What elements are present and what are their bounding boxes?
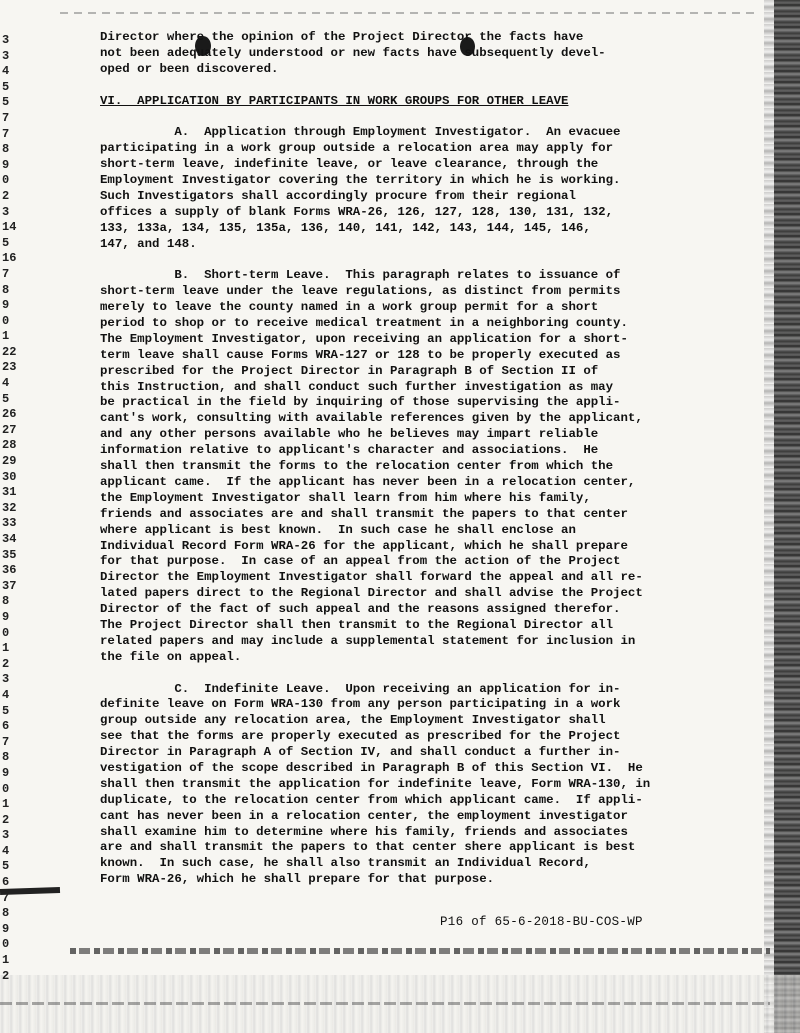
margin-number: 8 (2, 750, 10, 765)
margin-number: 33 (2, 516, 17, 531)
margin-number: 7 (2, 734, 10, 749)
margin-number: 2 (2, 968, 10, 983)
margin-number: 35 (2, 547, 17, 562)
margin-number: 0 (2, 173, 10, 188)
text-line: Director the Employment Investigator shall forward the appeal and all re- (100, 570, 643, 585)
text-line: Such Investigators shall accordingly procure from their regional (100, 188, 576, 203)
margin-number: 34 (2, 532, 17, 546)
text-line: applicant came. If the applicant has never been in a relocation center, (100, 474, 636, 489)
margin-number: 9 (2, 157, 10, 172)
text-line: A. Application through Employment Investigator. An evacuee (100, 125, 621, 140)
text-line: related papers and may include a supplemental statement for inclusion in (100, 633, 636, 648)
text-line: the Employment Investigator shall learn from him where his family, (100, 490, 591, 505)
document-body (100, 30, 700, 888)
scan-artifact-top (60, 12, 760, 14)
text-line: and any other persons available who he believes may impart reliable (100, 427, 599, 442)
paragraph-gap (100, 78, 700, 94)
text-line: short-term leave under the leave regulations, as distinct from permits (100, 284, 621, 299)
text-line: group outside any relocation area, the Employment Investigator shall (100, 713, 606, 728)
margin-number: 37 (2, 578, 17, 593)
margin-number: 8 (2, 142, 10, 157)
margin-number: 14 (2, 220, 17, 235)
paragraph-gap (100, 252, 700, 268)
text-line: the file on appeal. (100, 649, 242, 664)
text-line: duplicate, to the relocation center from which applicant came. If appli- (100, 792, 643, 807)
margin-number: 7 (2, 266, 10, 281)
margin-number: 9 (2, 765, 10, 780)
text-line: term leave shall cause Forms WRA-127 or 128 to be properly executed as (100, 347, 621, 362)
margin-number: 0 (2, 937, 10, 952)
text-line: where applicant is best known. In such case he shall enclose an (100, 522, 576, 537)
margin-number: 2 (2, 188, 10, 203)
margin-number: 32 (2, 500, 17, 515)
section-heading: VI. APPLICATION BY PARTICIPANTS IN WORK GROUPS FOR OTHER LEAVE (100, 93, 569, 108)
margin-number: 1 (2, 641, 10, 656)
text-line: shall examine him to determine where his family, friends and associates (100, 824, 628, 839)
margin-number: 5 (2, 703, 10, 718)
margin-number: 3 (2, 672, 10, 687)
text-line: be practical in the field by inquiring of those supervising the appli- (100, 395, 621, 410)
scan-artifact-line-lower (0, 1002, 770, 1005)
margin-number: 29 (2, 454, 17, 469)
margin-number: 3 (2, 204, 10, 219)
margin-number: 5 (2, 391, 10, 406)
text-line: vestigation of the scope described in Paragraph B of this Section VI. He (100, 760, 643, 775)
margin-number: 4 (2, 843, 10, 858)
scan-artifact-line (70, 948, 770, 954)
page-footer: P16 of 65-6-2018-BU-COS-WP (440, 915, 643, 929)
margin-number: 6 (2, 875, 10, 890)
margin-number: 4 (2, 64, 10, 79)
margin-number: 5 (2, 95, 10, 110)
margin-number: 6 (2, 719, 10, 734)
margin-number: 2 (2, 656, 10, 671)
text-line: Employment Investigator covering the territory in which he is working. (100, 173, 621, 188)
text-line: prescribed for the Project Director in Paragraph B of Section II of (100, 363, 599, 378)
margin-number: 1 (2, 329, 10, 344)
margin-number: 9 (2, 298, 10, 313)
margin-number: 16 (2, 251, 17, 266)
text-line: shall then transmit the forms to the relocation center from which the (100, 459, 614, 474)
margin-number: 7 (2, 110, 10, 125)
margin-number: 31 (2, 485, 17, 500)
text-line: for that purpose. In case of an appeal from the action of the Project (100, 554, 621, 569)
margin-number: 7 (2, 890, 10, 905)
margin-number: 2 (2, 812, 10, 827)
text-line: merely to leave the county named in a work group permit for a short (100, 300, 599, 315)
text-line: this Instruction, and shall conduct such further investigation as may (100, 379, 614, 394)
text-line: Individual Record Form WRA-26 for the applicant, which he shall prepare (100, 538, 628, 553)
margin-number: 3 (2, 33, 10, 47)
text-line: 133, 133a, 134, 135, 135a, 136, 140, 141, 142, 143, 144, 145, 146, (100, 220, 591, 235)
margin-number: 5 (2, 859, 10, 874)
margin-number: 1 (2, 797, 10, 812)
text-line: Director in Paragraph A of Section IV, and shall conduct a further in- (100, 745, 621, 760)
scan-edge-inner (764, 0, 774, 1033)
margin-number: 5 (2, 79, 10, 94)
text-line: The Employment Investigator, upon receiving an application for a short- (100, 331, 628, 346)
text-line: lated papers direct to the Regional Director and shall advise the Project (100, 586, 643, 601)
margin-number: 3 (2, 48, 10, 63)
text-line: C. Indefinite Leave. Upon receiving an application for in- (100, 681, 621, 696)
text-line: cant has never been in a relocation center, the employment investigator (100, 808, 628, 823)
margin-number: 9 (2, 921, 10, 936)
text-line: friends and associates are and shall transmit the papers to that center (100, 506, 628, 521)
text-line: 147, and 148. (100, 236, 197, 251)
margin-number: 7 (2, 126, 10, 141)
margin-number: 30 (2, 469, 17, 484)
margin-number: 9 (2, 609, 10, 624)
text-line: short-term leave, indefinite leave, or leave clearance, through the (100, 157, 599, 172)
margin-number: 1 (2, 953, 10, 968)
text-line: cant's work, consulting with available references given by the applicant, (100, 411, 643, 426)
text-line: are and shall transmit the papers to that center shere applicant is best (100, 840, 636, 855)
text-line: see that the forms are properly executed as prescribed for the Project (100, 729, 621, 744)
text-line: Director where the opinion of the Project Director the facts have (100, 30, 584, 44)
text-line: Form WRA-26, which he shall prepare for that purpose. (100, 872, 495, 887)
margin-number: 8 (2, 282, 10, 297)
paragraph-gap (100, 666, 700, 682)
text-line: shall then transmit the application for indefinite leave, Form WRA-130, in (100, 776, 651, 791)
text-line: definite leave on Form WRA-130 from any person participating in a work (100, 697, 621, 712)
margin-line-numbers (2, 33, 18, 984)
text-line: period to shop or to receive medical treatment in a neighboring county. (100, 316, 628, 331)
text-line: information relative to applicant's character and associations. He (100, 443, 599, 458)
scan-edge-right (774, 0, 800, 1033)
text-line: not been adequately understood or new facts have subsequently devel- (100, 45, 606, 60)
margin-number: 3 (2, 828, 10, 843)
margin-number: 27 (2, 422, 17, 437)
margin-number: 8 (2, 906, 10, 921)
text-line: Director of the fact of such appeal and the reasons assigned therefor. (100, 602, 621, 617)
text-line: known. In such case, he shall also transmit an Individual Record, (100, 856, 591, 871)
margin-number: 8 (2, 594, 10, 609)
margin-number: 4 (2, 687, 10, 702)
margin-number: 5 (2, 235, 10, 250)
text-line: offices a supply of blank Forms WRA-26, 126, 127, 128, 130, 131, 132, (100, 204, 614, 219)
paragraph-gap (100, 109, 700, 125)
text-line: participating in a work group outside a relocation area may apply for (100, 141, 614, 156)
margin-number: 26 (2, 407, 17, 422)
margin-number: 23 (2, 360, 17, 375)
text-line: oped or been discovered. (100, 61, 279, 76)
margin-number: 0 (2, 781, 10, 796)
margin-number: 0 (2, 313, 10, 328)
margin-number: 28 (2, 438, 17, 453)
text-line: B. Short-term Leave. This paragraph relates to issuance of (100, 268, 621, 283)
margin-number: 0 (2, 625, 10, 640)
margin-number: 4 (2, 376, 10, 391)
text-line: The Project Director shall then transmit to the Regional Director all (100, 617, 614, 632)
margin-number: 22 (2, 344, 17, 359)
margin-number: 36 (2, 563, 17, 578)
